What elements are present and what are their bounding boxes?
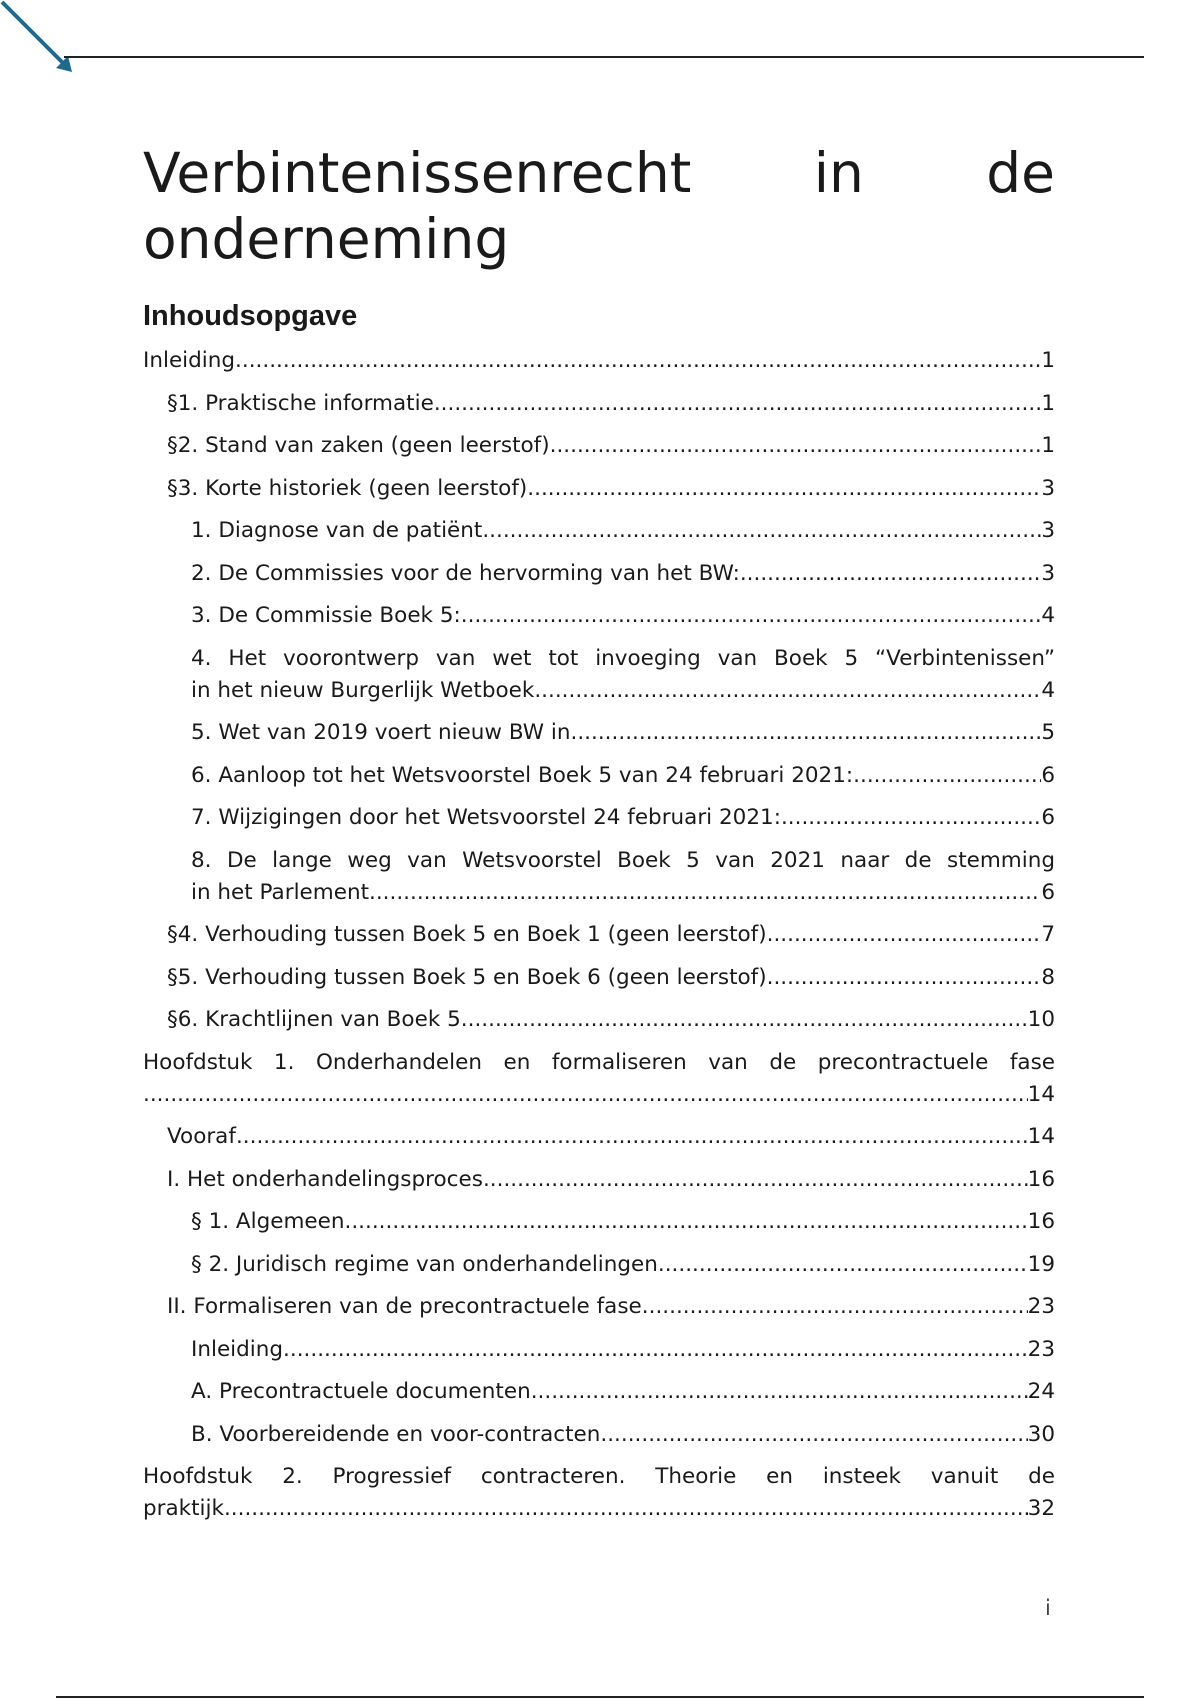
toc-entry[interactable] [143,473,1055,505]
toc-entry-line [191,1376,1055,1408]
toc-entry[interactable] [143,1376,1055,1408]
toc-entry-text: §1. Praktische informatie [167,390,434,416]
toc-entry-text: §4. Verhouding tussen Boek 5 en Boek 1 (geen leerstof) [167,922,767,947]
toc-entry[interactable] [143,1461,1055,1525]
toc-entry-line [167,1164,1055,1196]
toc-entry-page: 6 [1041,805,1055,830]
toc-entry-line [143,1493,1055,1525]
toc-entry-text: Inleiding [143,348,236,373]
toc-entry[interactable] [143,558,1055,590]
toc-leader-dots [658,1249,1028,1281]
toc-entry-line [143,1079,1055,1111]
toc-leader-dots [767,919,1042,951]
toc-entry[interactable] [143,600,1055,632]
toc-leader-dots [143,1079,1028,1111]
toc-leader-dots [527,473,1041,505]
toc-entry-line [167,473,1055,505]
toc-entry-text: Vooraf [167,1124,236,1149]
toc-entry-text: §2. Stand van zaken (geen leerstof) [167,433,550,458]
page-number: i [1045,1596,1051,1620]
table-of-contents [143,345,1055,1525]
title-line-2: onderneming [143,207,510,271]
toc-entry[interactable] [143,1334,1055,1366]
toc-leader-dots [600,1419,1027,1451]
toc-entry-line [191,877,1055,909]
toc-entry[interactable] [143,430,1055,462]
toc-entry-line [191,1419,1055,1451]
toc-leader-dots [483,1164,1028,1196]
title-word: Verbintenissenrecht [143,141,692,205]
toc-entry-page: 23 [1027,1294,1055,1319]
toc-entry-text: 3. De Commissie Boek 5: [191,603,461,628]
toc-entry-line [191,675,1055,707]
toc-leader-dots [236,1121,1028,1153]
toc-entry-page: 23 [1027,1336,1055,1362]
toc-entry-page: 7 [1041,922,1055,947]
toc-entry-line [191,1206,1055,1238]
toc-leader-dots [434,388,1042,420]
toc-entry-page: 14 [1027,1081,1055,1107]
toc-entry[interactable] [143,919,1055,951]
toc-entry-text: 6. Aanloop tot het Wetsvoorstel Boek 5 van 24 februari 2021: [191,762,854,788]
toc-entry-page: 6 [1041,879,1055,905]
corner-arrow-icon [0,0,80,80]
toc-entry-page: 5 [1041,720,1055,745]
toc-entry-page: 4 [1041,603,1055,628]
toc-entry-page: 3 [1041,475,1055,501]
toc-entry-text: §5. Verhouding tussen Boek 5 en Boek 6 (geen leerstof) [167,964,767,990]
toc-entry[interactable] [143,1047,1055,1111]
toc-entry-text: II. Formaliseren van de precontractuele fase [167,1294,642,1319]
toc-entry-line [167,919,1055,951]
title-word: de [986,141,1055,205]
toc-entry-text-line: Hoofdstuk 2. Progressief contracteren. Theorie en insteek vanuit de [143,1464,1055,1489]
toc-leader-dots [740,558,1042,590]
toc-heading: Inhoudsopgave [143,300,358,332]
toc-entry-page: 19 [1027,1251,1055,1277]
toc-leader-dots [534,675,1041,707]
toc-entry-text: Inleiding [191,1336,284,1362]
toc-entry[interactable] [143,515,1055,547]
toc-entry-text-line: 4. Het voorontwerp van wet tot invoeging van Boek 5 “Verbintenissen” [191,645,1055,671]
toc-entry-page: 1 [1041,348,1055,373]
toc-entry[interactable] [143,845,1055,909]
toc-entry-page: 6 [1041,762,1055,788]
toc-entry-line [191,515,1055,547]
toc-entry-text: 2. De Commissies voor de hervorming van het BW: [191,560,740,586]
toc-entry-line [191,1334,1055,1366]
toc-entry[interactable] [143,1291,1055,1323]
toc-entry-line [167,430,1055,462]
title-word: in [813,141,864,205]
toc-leader-dots [767,962,1042,994]
toc-entry-text-line: 8. De lange weg van Wetsvoorstel Boek 5 van 2021 naar de stemming [191,847,1055,873]
toc-entry-line [167,1004,1055,1036]
toc-entry[interactable] [143,1004,1055,1036]
toc-entry-line [191,802,1055,834]
toc-entry-text: in het nieuw Burgerlijk Wetboek [191,677,535,703]
toc-entry-text: A. Precontractuele documenten [191,1379,531,1404]
toc-entry-line [167,1291,1055,1323]
toc-entry-page: 32 [1027,1496,1055,1521]
toc-leader-dots [283,1334,1028,1366]
document-page [143,140,1055,1536]
toc-entry-text: B. Voorbereidende en voor-contracten [191,1421,601,1447]
toc-leader-dots [461,600,1042,632]
toc-entry-page: 16 [1027,1166,1055,1192]
toc-leader-dots [642,1291,1028,1323]
toc-entry-line [143,345,1055,377]
toc-entry-line [191,1249,1055,1281]
toc-entry[interactable] [143,1206,1055,1238]
toc-entry-line [191,760,1055,792]
title-line-1 [143,140,1055,206]
toc-entry[interactable] [143,802,1055,834]
toc-leader-dots [224,1493,1028,1525]
toc-entry-page: 16 [1027,1209,1055,1234]
toc-entry-text: § 2. Juridisch regime van onderhandelingen [191,1251,658,1277]
toc-entry-page: 4 [1041,677,1055,703]
toc-leader-dots [781,802,1041,834]
toc-entry[interactable] [143,717,1055,749]
toc-entry-text: 5. Wet van 2019 voert nieuw BW in [191,720,571,745]
toc-entry-page: 14 [1027,1124,1055,1149]
toc-leader-dots [461,1004,1028,1036]
toc-entry-line [167,1121,1055,1153]
toc-entry[interactable] [143,1164,1055,1196]
toc-entry-page: 3 [1041,560,1055,586]
toc-entry[interactable] [143,1419,1055,1451]
toc-entry[interactable] [143,962,1055,994]
toc-entry-text: §3. Korte historiek (geen leerstof) [167,475,528,501]
toc-leader-dots [531,1376,1028,1408]
toc-entry[interactable] [143,643,1055,707]
footer-rule [56,1696,1144,1698]
toc-entry-line [191,600,1055,632]
toc-leader-dots [235,345,1041,377]
toc-entry-page: 3 [1041,518,1055,543]
toc-entry-text: I. Het onderhandelingsproces [167,1166,483,1192]
toc-entry-text: 1. Diagnose van de patiënt [191,518,483,543]
toc-entry-text: praktijk [143,1496,224,1521]
toc-entry-line [167,388,1055,420]
toc-entry[interactable] [143,1121,1055,1153]
toc-leader-dots [345,1206,1028,1238]
toc-entry-line [191,558,1055,590]
toc-entry-text: in het Parlement [191,879,369,905]
toc-entry-line [191,717,1055,749]
toc-entry-page: 24 [1027,1379,1055,1404]
document-title [143,140,1055,272]
toc-entry-text: § 1. Algemeen [191,1209,345,1234]
toc-entry[interactable] [143,760,1055,792]
toc-entry-page: 10 [1027,1007,1055,1032]
toc-leader-dots [482,515,1041,547]
toc-entry-line [167,962,1055,994]
toc-leader-dots [369,877,1041,909]
toc-entry[interactable] [143,388,1055,420]
header-rule [64,56,1144,58]
toc-leader-dots [571,717,1042,749]
toc-entry-text: 7. Wijzigingen door het Wetsvoorstel 24 februari 2021: [191,805,781,830]
toc-leader-dots [550,430,1042,462]
toc-entry[interactable] [143,345,1055,377]
toc-entry-page: 1 [1041,433,1055,458]
toc-entry-text: §6. Krachtlijnen van Boek 5 [167,1007,461,1032]
toc-entry-text-line: Hoofdstuk 1. Onderhandelen en formaliseren van de precontractuele fase [143,1049,1055,1075]
toc-entry-page: 30 [1027,1421,1055,1447]
toc-entry-page: 8 [1041,964,1055,990]
toc-leader-dots [853,760,1041,792]
toc-entry[interactable] [143,1249,1055,1281]
toc-entry-page: 1 [1041,390,1055,416]
